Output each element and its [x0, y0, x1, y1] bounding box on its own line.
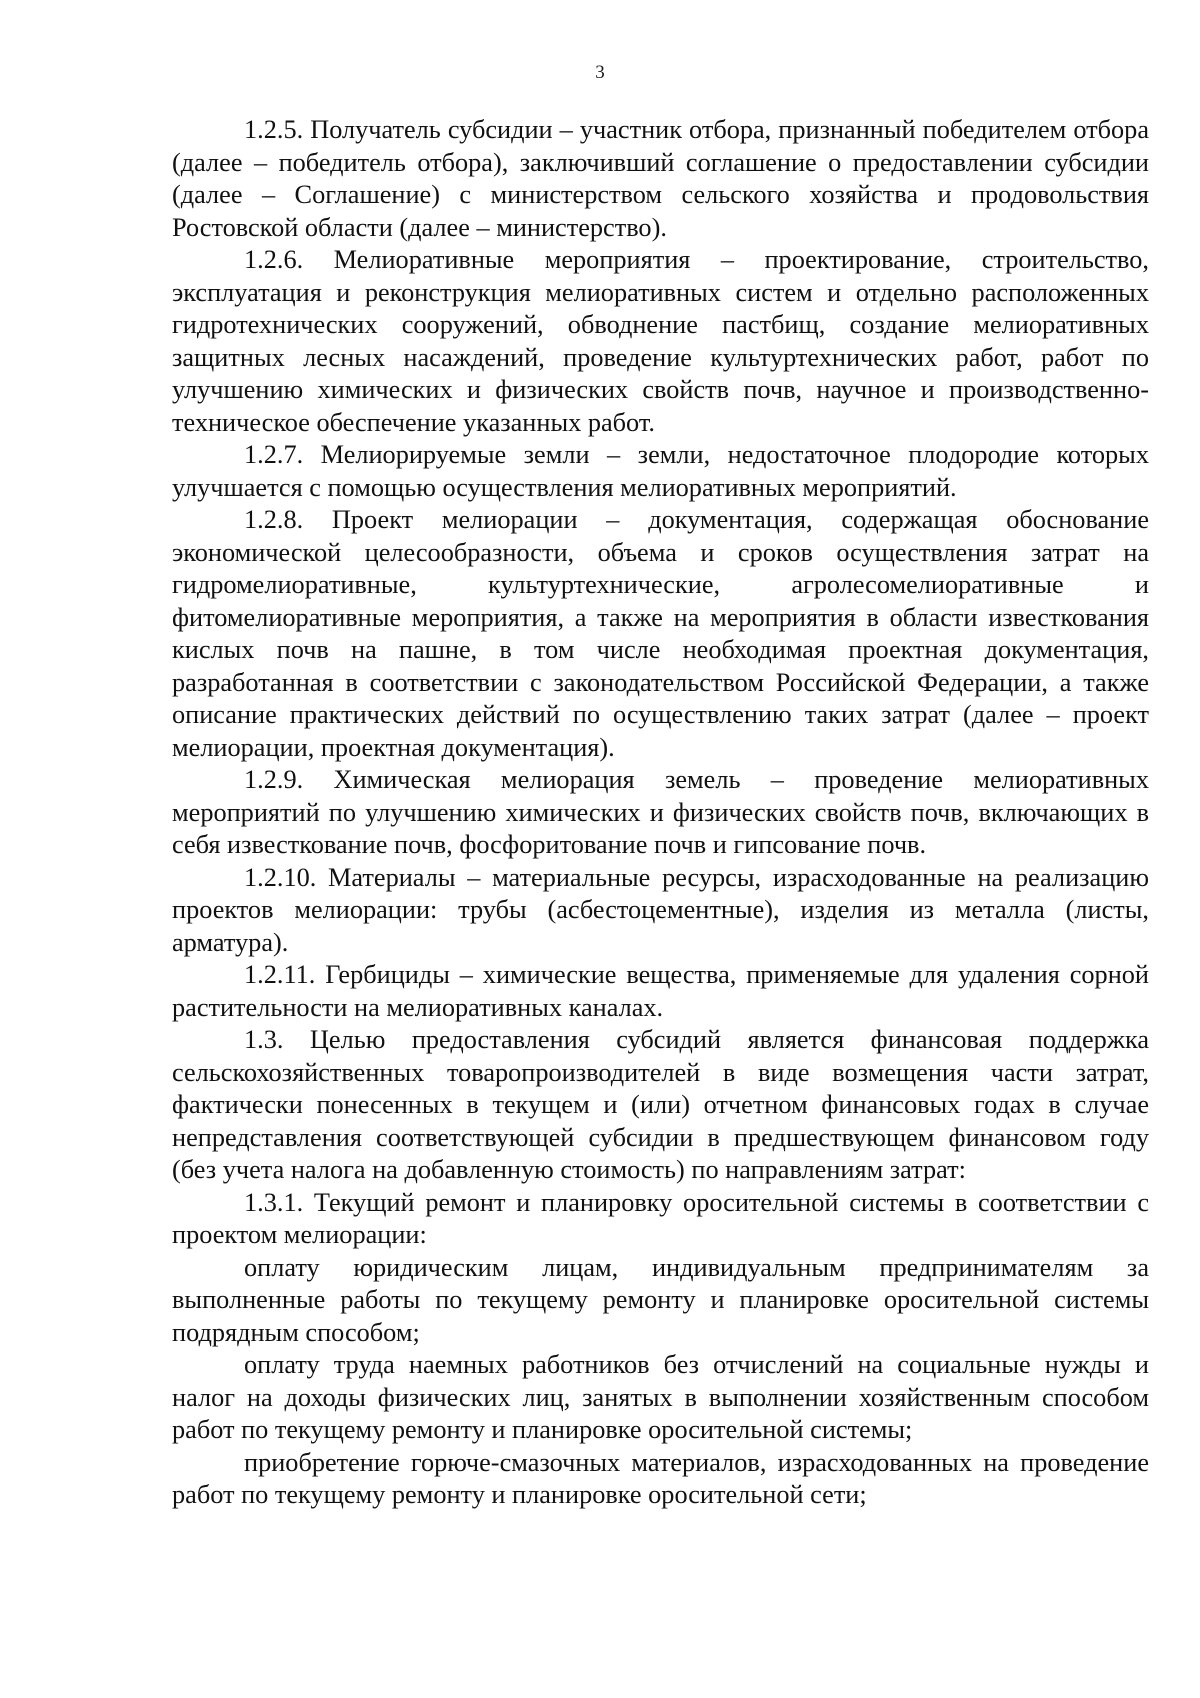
paragraph-1-2-9: 1.2.9. Химическая мелиорация земель – проведение мелиоративных мероприятий по улучшению химических и физических свойств почв, включающих в себя известкование почв, фосфоритование почв и гипсование почв. — [172, 765, 1149, 859]
paragraph-1-2-11: 1.2.11. Гербициды – химические вещества, применяемые для удаления сорной растительности на мелиоративных каналах. — [172, 960, 1149, 1022]
page-number: 3 — [595, 62, 605, 83]
paragraph-fuel-purchase: приобретение горюче-смазочных материалов, израсходованных на проведение работ по текущему ремонту и планировке оросительной сети; — [172, 1447, 1149, 1509]
paragraph-1-3: 1.3. Целью предоставления субсидий является финансовая поддержка сельскохозяйственных товаропроизводителей в виде возмещения части затрат, фактически понесенных в текущем и (или) отчетном финансовых годах в случае непредставления соответствующей субсидии в предшествующем финансовом году (без учета налога на добавленную стоимость) по направлениям затрат: — [172, 1025, 1149, 1184]
paragraph-1-2-5: 1.2.5. Получатель субсидии – участник отбора, признанный победителем отбора (далее – победитель отбора), заключивший соглашение о предоставлении субсидии (далее – Соглашение) с министерством сельского хозяйства и продовольствия Ростовской области (далее – министерство). — [172, 115, 1149, 242]
paragraph-1-2-10: 1.2.10. Материалы – материальные ресурсы, израсходованные на реализацию проектов мелиорации: трубы (асбестоцементные), изделия из металла (листы, арматура). — [172, 862, 1149, 957]
paragraph-contractor-payment: оплату юридическим лицам, индивидуальным предпринимателям за выполненные работы по текущему ремонту и планировке оросительной системы подрядным способом; — [172, 1252, 1149, 1347]
paragraph-1-2-7: 1.2.7. Мелиорируемые земли – земли, недостаточное плодородие которых улучшается с помощью осуществления мелиоративных мероприятий. — [172, 440, 1149, 502]
paragraph-labor-payment: оплату труда наемных работников без отчислений на социальные нужды и налог на доходы физических лиц, занятых в выполнении хозяйственным способом работ по текущему ремонту и планировке оросительной системы; — [172, 1350, 1149, 1444]
paragraph-1-3-1: 1.3.1. Текущий ремонт и планировку оросительной системы в соответствии с проектом мелиорации: — [172, 1187, 1149, 1249]
document-body — [172, 114, 1149, 1512]
paragraph-1-2-8: 1.2.8. Проект мелиорации – документация, содержащая обоснование экономической целесообразности, объема и сроков осуществления затрат на гидромелиоративные, культуртехнические, агролесомелиоративные и фитомелиоративные мероприятия, а также на мероприятия в области известкования кислых почв на пашне, в том числе необходимая проектная документация, разработанная в соответствии с законодательством Российской Федерации, а также описание практических действий по осуществлению таких затрат (далее – проект мелиорации, проектная документация). — [172, 505, 1149, 762]
paragraph-1-2-6: 1.2.6. Мелиоративные мероприятия – проектирование, строительство, эксплуатация и реконструкция мелиоративных систем и отдельно расположенных гидротехнических сооружений, обводнение пастбищ, создание мелиоративных защитных лесных насаждений, проведение культуртехнических работ, работ по улучшению химических и физических свойств почв, научное и производственно-техническое обеспечение указанных работ. — [172, 245, 1149, 437]
